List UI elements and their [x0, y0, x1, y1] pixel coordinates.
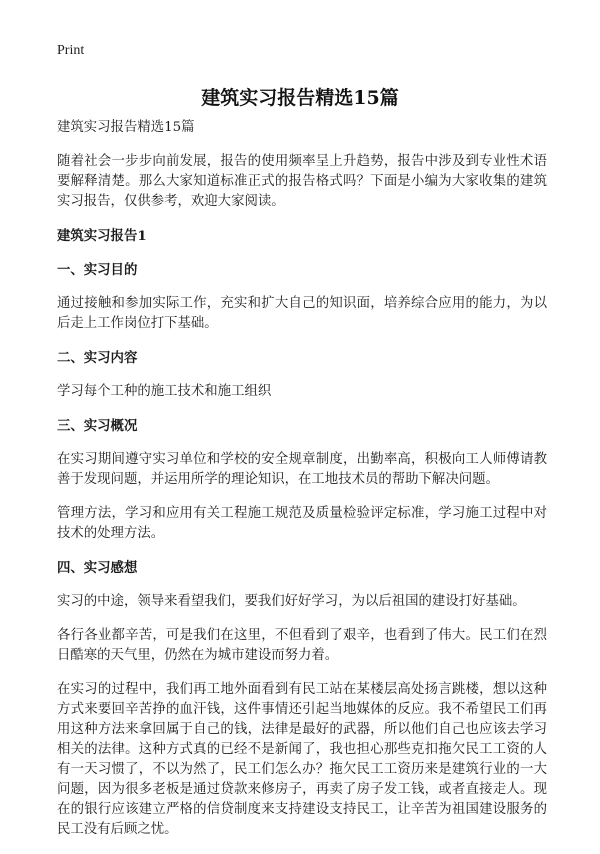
paragraph: 各行各业都辛苦，可是我们在这里，不但看到了艰辛，也看到了伟大。民工们在烈日酷寒的天气里，仍然在为城市建设而努力着。 — [57, 628, 547, 663]
report-heading: 建筑实习报告1 — [57, 228, 147, 244]
paragraph: 通过接触和参加实际工作，充实和扩大自己的知识面，培养综合应用的能力，为以后走上工作岗位打下基础。 — [57, 296, 547, 331]
paragraph: 在实习期间遵守实习单位和学校的安全规章制度，出勤率高，积极向工人师傅请教善于发现问题，并运用所学的理论知识，在工地技术员的帮助下解决问题。 — [57, 452, 547, 487]
document-body — [57, 118, 547, 854]
section-heading-content: 二、实习内容 — [57, 350, 138, 366]
print-link[interactable]: Print — [57, 43, 85, 58]
section-heading-purpose: 一、实习目的 — [57, 262, 138, 278]
intro-paragraph: 随着社会一步步向前发展，报告的使用频率呈上升趋势，报告中涉及到专业性术语要解释清楚。那么大家知道标准正式的报告格式吗？下面是小编为大家收集的建筑实习报告，仅供参考，欢迎大家阅读。 — [57, 154, 547, 209]
document-subtitle: 建筑实习报告精选15篇 — [57, 120, 195, 135]
paragraph: 管理方法，学习和应用有关工程施工规范及质量检验评定标准，学习施工过程中对技术的处理方法。 — [57, 506, 547, 541]
section-heading-overview: 三、实习概况 — [57, 418, 138, 434]
paragraph: 学习每个工种的施工技术和施工组织 — [57, 384, 272, 399]
paragraph: 实习的中途，领导来看望我们，要我们好好学习，为以后祖国的建设打好基础。 — [57, 594, 526, 609]
page-title: 建筑实习报告精选15篇 — [201, 87, 399, 109]
section-heading-reflections: 四、实习感想 — [57, 560, 138, 576]
paragraph: 在实习的过程中，我们再工地外面看到有民工站在某楼层高处扬言跳楼，想以这种方式来要回辛苦挣的血汗钱，这件事情还引起当地媒体的反应。我不希望民工们再用这种方法来拿回属于自己的钱，法律是最好的武器，所以他们自己也应该去学习相关的法律。这种方式真的已经不是新闻了，我也担心那些克扣拖欠民工工资的人有一天习惯了，不以为然了，民工们怎么办？拖欠民工工资历来是建筑行业的一大问题，因为很多老板是通过贷款来修房子，再卖了房子发工钱，或者直接走人。现在的银行应该建立严格的信贷制度来支持建设支持民工，让辛苦为祖国建设服务的民工没有后顾之忧。 — [57, 682, 547, 837]
